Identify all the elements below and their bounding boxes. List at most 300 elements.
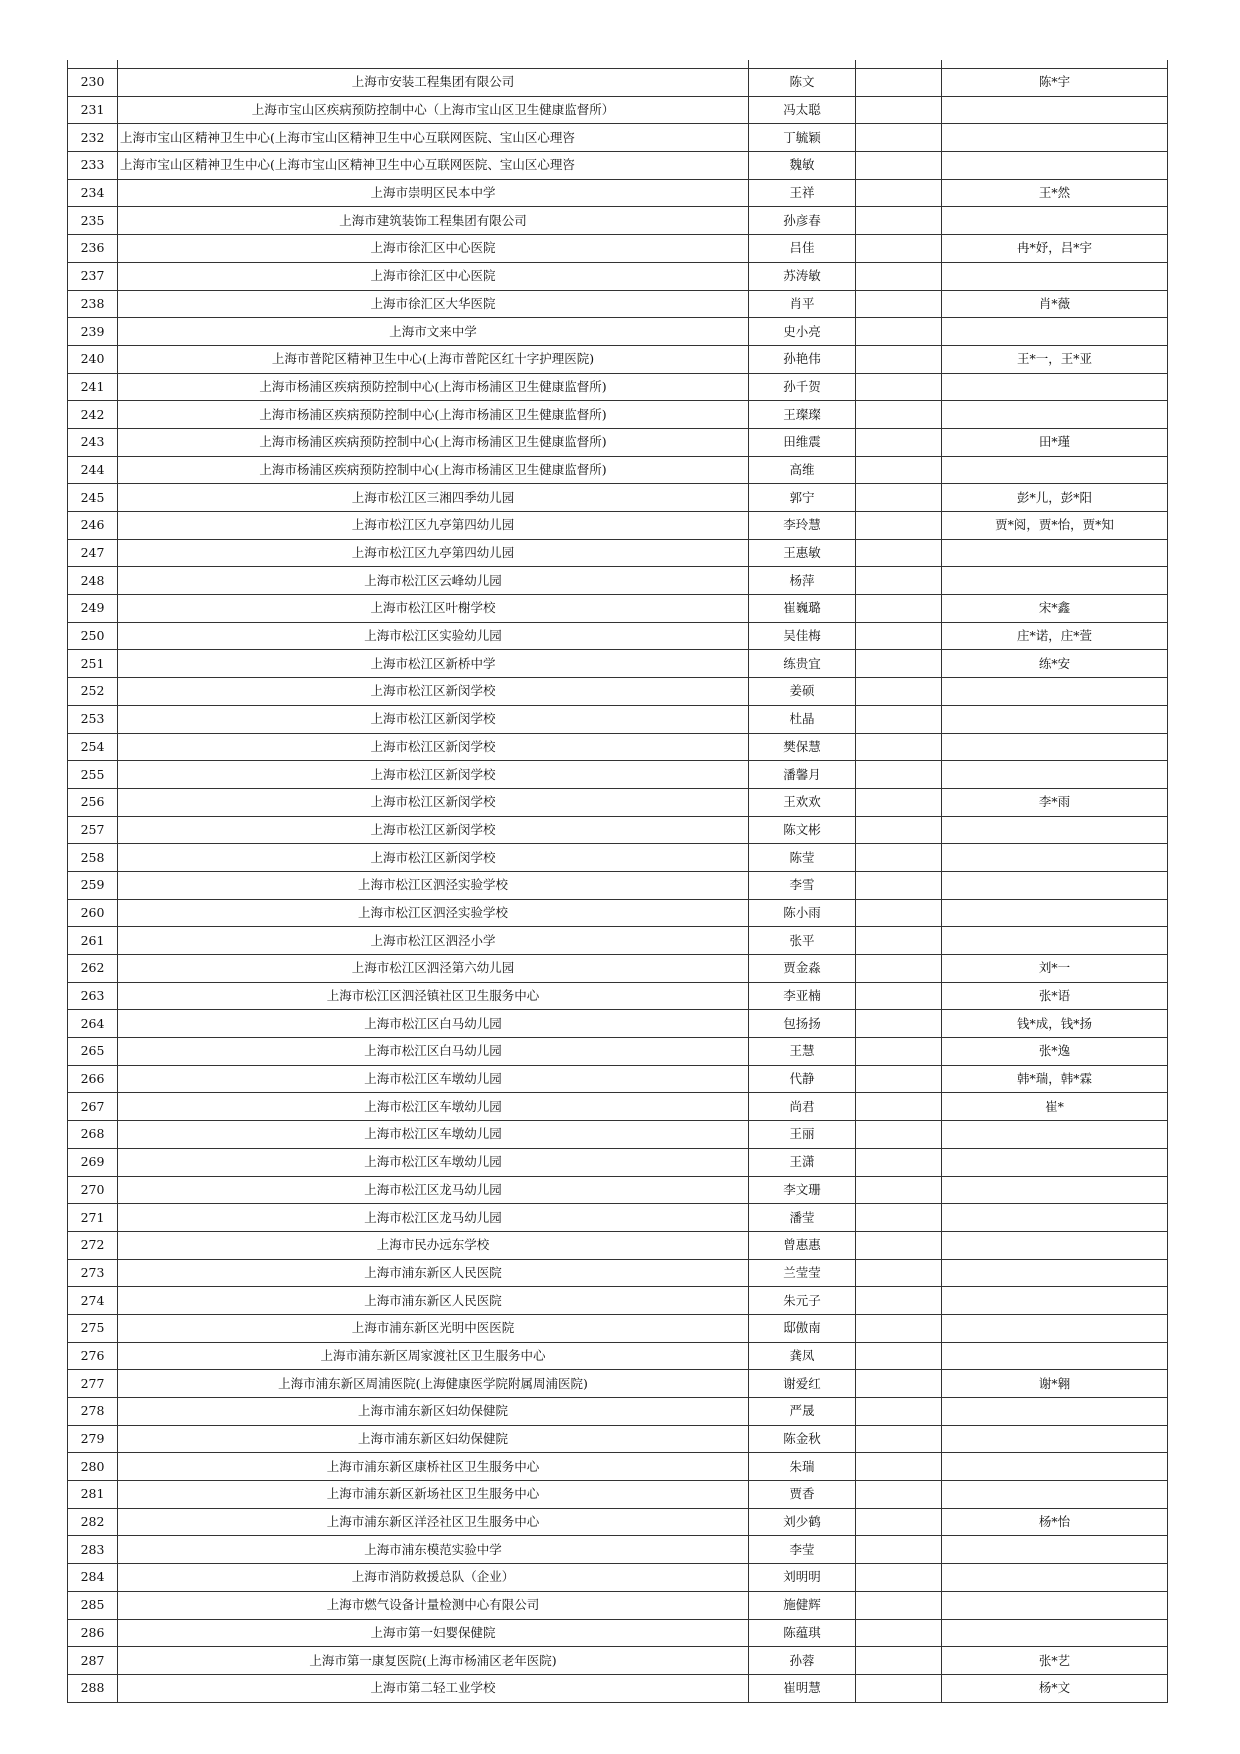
blank-cell <box>856 345 942 373</box>
organization-cell: 上海市松江区实验幼儿园 <box>118 622 749 650</box>
table-row <box>68 1176 1168 1204</box>
children-names-cell: 张*艺 <box>942 1647 1168 1675</box>
table-top-stub <box>68 60 1168 69</box>
roster-body <box>68 60 1168 1702</box>
children-names-cell: 张*语 <box>942 982 1168 1010</box>
employee-name-cell: 苏涛敏 <box>749 262 856 290</box>
table-row <box>68 1038 1168 1066</box>
employee-name-cell: 杨萍 <box>749 567 856 595</box>
children-names-cell <box>942 1342 1168 1370</box>
table-row <box>68 512 1168 540</box>
organization-cell: 上海市第二轻工业学校 <box>118 1674 749 1702</box>
children-names-cell <box>942 871 1168 899</box>
organization-cell: 上海市宝山区精神卫生中心(上海市宝山区精神卫生中心互联网医院、宝山区心理咨 <box>118 152 749 180</box>
children-names-cell <box>942 539 1168 567</box>
blank-cell <box>856 96 942 124</box>
organization-cell: 上海市浦东新区妇幼保健院 <box>118 1398 749 1426</box>
children-names-cell <box>942 1481 1168 1509</box>
blank-cell <box>856 955 942 983</box>
organization-cell: 上海市浦东新区光明中医医院 <box>118 1314 749 1342</box>
organization-cell: 上海市杨浦区疾病预防控制中心(上海市杨浦区卫生健康监督所) <box>118 401 749 429</box>
row-number-cell: 262 <box>68 955 118 983</box>
children-names-cell: 贾*阅，贾*怡，贾*知 <box>942 512 1168 540</box>
row-number-cell: 282 <box>68 1508 118 1536</box>
blank-cell <box>856 871 942 899</box>
blank-cell <box>856 69 942 97</box>
organization-cell: 上海市徐汇区中心医院 <box>118 235 749 263</box>
children-names-cell: 杨*怡 <box>942 1508 1168 1536</box>
blank-cell <box>856 456 942 484</box>
table-row <box>68 207 1168 235</box>
children-names-cell <box>942 262 1168 290</box>
blank-cell <box>856 1259 942 1287</box>
table-row <box>68 871 1168 899</box>
table-row <box>68 1647 1168 1675</box>
row-number-cell: 288 <box>68 1674 118 1702</box>
blank-cell <box>856 207 942 235</box>
children-names-cell: 田*瑾 <box>942 428 1168 456</box>
children-names-cell <box>942 927 1168 955</box>
row-number-cell: 266 <box>68 1065 118 1093</box>
children-names-cell <box>942 1425 1168 1453</box>
organization-cell: 上海市宝山区疾病预防控制中心（上海市宝山区卫生健康监督所） <box>118 96 749 124</box>
blank-cell <box>856 622 942 650</box>
row-number-cell: 263 <box>68 982 118 1010</box>
organization-cell: 上海市松江区泗泾镇社区卫生服务中心 <box>118 982 749 1010</box>
children-names-cell <box>942 816 1168 844</box>
organization-cell: 上海市第一妇婴保健院 <box>118 1619 749 1647</box>
children-names-cell: 庄*诺，庄*萱 <box>942 622 1168 650</box>
row-number-cell: 279 <box>68 1425 118 1453</box>
children-names-cell <box>942 705 1168 733</box>
blank-cell <box>856 235 942 263</box>
employee-name-cell: 杜晶 <box>749 705 856 733</box>
children-names-cell: 陈*宇 <box>942 69 1168 97</box>
children-names-cell <box>942 899 1168 927</box>
table-row <box>68 1591 1168 1619</box>
organization-cell: 上海市松江区新闵学校 <box>118 705 749 733</box>
children-names-cell <box>942 318 1168 346</box>
table-row <box>68 1204 1168 1232</box>
children-names-cell: 王*然 <box>942 179 1168 207</box>
employee-name-cell: 陈文彬 <box>749 816 856 844</box>
table-row <box>68 705 1168 733</box>
table-row <box>68 927 1168 955</box>
organization-cell: 上海市浦东新区妇幼保健院 <box>118 1425 749 1453</box>
table-row <box>68 1259 1168 1287</box>
row-number-cell: 275 <box>68 1314 118 1342</box>
organization-cell: 上海市杨浦区疾病预防控制中心(上海市杨浦区卫生健康监督所) <box>118 428 749 456</box>
children-names-cell <box>942 1619 1168 1647</box>
employee-name-cell: 王祥 <box>749 179 856 207</box>
roster-sheet <box>67 60 1167 1703</box>
organization-cell: 上海市文来中学 <box>118 318 749 346</box>
blank-cell <box>856 1536 942 1564</box>
table-row <box>68 1010 1168 1038</box>
children-names-cell: 王*一，王*亚 <box>942 345 1168 373</box>
employee-name-cell: 李雪 <box>749 871 856 899</box>
organization-cell: 上海市杨浦区疾病预防控制中心(上海市杨浦区卫生健康监督所) <box>118 456 749 484</box>
blank-cell <box>856 595 942 623</box>
organization-cell: 上海市浦东新区洋泾社区卫生服务中心 <box>118 1508 749 1536</box>
children-names-cell <box>942 1591 1168 1619</box>
blank-cell <box>856 401 942 429</box>
table-row <box>68 69 1168 97</box>
employee-name-cell: 冯太聪 <box>749 96 856 124</box>
blank-cell <box>856 318 942 346</box>
table-row <box>68 262 1168 290</box>
table-row <box>68 456 1168 484</box>
row-number-cell: 241 <box>68 373 118 401</box>
blank-cell <box>856 539 942 567</box>
row-number-cell: 280 <box>68 1453 118 1481</box>
row-number-cell: 238 <box>68 290 118 318</box>
children-names-cell: 崔* <box>942 1093 1168 1121</box>
blank-cell <box>856 761 942 789</box>
children-names-cell <box>942 567 1168 595</box>
employee-name-cell: 包扬扬 <box>749 1010 856 1038</box>
table-row <box>68 401 1168 429</box>
employee-name-cell: 张平 <box>749 927 856 955</box>
table-row <box>68 539 1168 567</box>
employee-name-cell: 王璨璨 <box>749 401 856 429</box>
row-number-cell: 261 <box>68 927 118 955</box>
blank-cell <box>856 927 942 955</box>
organization-cell: 上海市浦东新区人民医院 <box>118 1259 749 1287</box>
table-row <box>68 1314 1168 1342</box>
employee-name-cell: 孙千贺 <box>749 373 856 401</box>
blank-cell <box>856 733 942 761</box>
children-names-cell <box>942 1287 1168 1315</box>
organization-cell: 上海市松江区泗泾实验学校 <box>118 871 749 899</box>
table-row <box>68 96 1168 124</box>
table-row <box>68 235 1168 263</box>
table-row <box>68 1093 1168 1121</box>
blank-cell <box>856 124 942 152</box>
organization-cell: 上海市建筑装饰工程集团有限公司 <box>118 207 749 235</box>
organization-cell: 上海市浦东新区周家渡社区卫生服务中心 <box>118 1342 749 1370</box>
children-names-cell <box>942 401 1168 429</box>
row-number-cell: 231 <box>68 96 118 124</box>
row-number-cell: 251 <box>68 650 118 678</box>
children-names-cell <box>942 1121 1168 1149</box>
organization-cell: 上海市浦东新区人民医院 <box>118 1287 749 1315</box>
children-names-cell <box>942 733 1168 761</box>
row-number-cell: 258 <box>68 844 118 872</box>
row-number-cell: 239 <box>68 318 118 346</box>
organization-cell: 上海市松江区新闵学校 <box>118 761 749 789</box>
table-row <box>68 1342 1168 1370</box>
row-number-cell: 265 <box>68 1038 118 1066</box>
employee-name-cell: 谢爱红 <box>749 1370 856 1398</box>
organization-cell: 上海市松江区三湘四季幼儿园 <box>118 484 749 512</box>
row-number-cell: 271 <box>68 1204 118 1232</box>
row-number-cell: 260 <box>68 899 118 927</box>
row-number-cell: 248 <box>68 567 118 595</box>
row-number-cell: 281 <box>68 1481 118 1509</box>
blank-cell <box>856 567 942 595</box>
table-row <box>68 345 1168 373</box>
table-row <box>68 1508 1168 1536</box>
blank-cell <box>856 1425 942 1453</box>
blank-cell <box>856 1398 942 1426</box>
row-number-cell: 268 <box>68 1121 118 1149</box>
children-names-cell <box>942 844 1168 872</box>
table-row <box>68 1231 1168 1259</box>
children-names-cell: 谢*翱 <box>942 1370 1168 1398</box>
table-row <box>68 1148 1168 1176</box>
employee-name-cell: 郭宁 <box>749 484 856 512</box>
children-names-cell <box>942 373 1168 401</box>
table-row <box>68 788 1168 816</box>
table-row <box>68 816 1168 844</box>
table-row <box>68 1370 1168 1398</box>
organization-cell: 上海市松江区九亭第四幼儿园 <box>118 539 749 567</box>
table-row <box>68 844 1168 872</box>
employee-name-cell: 尚君 <box>749 1093 856 1121</box>
organization-cell: 上海市安装工程集团有限公司 <box>118 69 749 97</box>
row-number-cell: 287 <box>68 1647 118 1675</box>
table-row <box>68 567 1168 595</box>
employee-name-cell: 崔明慧 <box>749 1674 856 1702</box>
employee-name-cell: 朱瑞 <box>749 1453 856 1481</box>
row-number-cell: 234 <box>68 179 118 207</box>
row-number-cell: 269 <box>68 1148 118 1176</box>
children-names-cell <box>942 1204 1168 1232</box>
children-names-cell: 冉*妤，吕*宇 <box>942 235 1168 263</box>
organization-cell: 上海市徐汇区大华医院 <box>118 290 749 318</box>
employee-name-cell: 潘莹 <box>749 1204 856 1232</box>
table-row <box>68 1425 1168 1453</box>
employee-name-cell: 孙艳伟 <box>749 345 856 373</box>
blank-cell <box>856 152 942 180</box>
employee-name-cell: 刘少鹤 <box>749 1508 856 1536</box>
organization-cell: 上海市松江区云峰幼儿园 <box>118 567 749 595</box>
row-number-cell: 255 <box>68 761 118 789</box>
blank-cell <box>856 816 942 844</box>
organization-cell: 上海市松江区车墩幼儿园 <box>118 1148 749 1176</box>
organization-cell: 上海市松江区新闵学校 <box>118 733 749 761</box>
organization-cell: 上海市松江区泗泾第六幼儿园 <box>118 955 749 983</box>
children-names-cell: 彭*儿，彭*阳 <box>942 484 1168 512</box>
blank-cell <box>856 1010 942 1038</box>
table-row <box>68 179 1168 207</box>
children-names-cell <box>942 1398 1168 1426</box>
table-row <box>68 622 1168 650</box>
blank-cell <box>856 1065 942 1093</box>
blank-cell <box>856 1231 942 1259</box>
blank-cell <box>856 1370 942 1398</box>
row-number-cell: 240 <box>68 345 118 373</box>
blank-cell <box>856 290 942 318</box>
organization-cell: 上海市松江区泗泾实验学校 <box>118 899 749 927</box>
blank-cell <box>856 1453 942 1481</box>
employee-name-cell: 王潇 <box>749 1148 856 1176</box>
organization-cell: 上海市松江区龙马幼儿园 <box>118 1204 749 1232</box>
employee-name-cell: 姜硕 <box>749 678 856 706</box>
row-number-cell: 252 <box>68 678 118 706</box>
employee-name-cell: 王惠敏 <box>749 539 856 567</box>
children-names-cell <box>942 1259 1168 1287</box>
organization-cell: 上海市杨浦区疾病预防控制中心(上海市杨浦区卫生健康监督所) <box>118 373 749 401</box>
children-names-cell <box>942 1148 1168 1176</box>
table-row <box>68 1619 1168 1647</box>
children-names-cell <box>942 1231 1168 1259</box>
organization-cell: 上海市浦东新区康桥社区卫生服务中心 <box>118 1453 749 1481</box>
row-number-cell: 243 <box>68 428 118 456</box>
row-number-cell: 264 <box>68 1010 118 1038</box>
employee-name-cell: 王欢欢 <box>749 788 856 816</box>
employee-name-cell: 陈文 <box>749 69 856 97</box>
table-row <box>68 1674 1168 1702</box>
blank-cell <box>856 1619 942 1647</box>
row-number-cell: 257 <box>68 816 118 844</box>
employee-name-cell: 崔巍璐 <box>749 595 856 623</box>
blank-cell <box>856 1314 942 1342</box>
employee-name-cell: 贾香 <box>749 1481 856 1509</box>
table-row <box>68 955 1168 983</box>
employee-name-cell: 陈莹 <box>749 844 856 872</box>
employee-name-cell: 陈金秋 <box>749 1425 856 1453</box>
organization-cell: 上海市松江区叶榭学校 <box>118 595 749 623</box>
blank-cell <box>856 1204 942 1232</box>
row-number-cell: 254 <box>68 733 118 761</box>
blank-cell <box>856 982 942 1010</box>
employee-name-cell: 李文珊 <box>749 1176 856 1204</box>
row-number-cell: 273 <box>68 1259 118 1287</box>
blank-cell <box>856 1148 942 1176</box>
blank-cell <box>856 1287 942 1315</box>
employee-name-cell: 樊保慧 <box>749 733 856 761</box>
table-row <box>68 1481 1168 1509</box>
organization-cell: 上海市浦东新区周浦医院(上海健康医学院附属周浦医院) <box>118 1370 749 1398</box>
employee-name-cell: 李莹 <box>749 1536 856 1564</box>
row-number-cell: 253 <box>68 705 118 733</box>
row-number-cell: 283 <box>68 1536 118 1564</box>
row-number-cell: 249 <box>68 595 118 623</box>
blank-cell <box>856 678 942 706</box>
table-row <box>68 152 1168 180</box>
row-number-cell: 284 <box>68 1564 118 1592</box>
blank-cell <box>856 1176 942 1204</box>
blank-cell <box>856 484 942 512</box>
organization-cell: 上海市松江区泗泾小学 <box>118 927 749 955</box>
blank-cell <box>856 788 942 816</box>
children-names-cell <box>942 1564 1168 1592</box>
blank-cell <box>856 1674 942 1702</box>
employee-name-cell: 吕佳 <box>749 235 856 263</box>
employee-name-cell: 王慧 <box>749 1038 856 1066</box>
organization-cell: 上海市普陀区精神卫生中心(上海市普陀区红十字护理医院) <box>118 345 749 373</box>
blank-cell <box>856 179 942 207</box>
children-names-cell <box>942 96 1168 124</box>
children-names-cell <box>942 456 1168 484</box>
table-row <box>68 650 1168 678</box>
organization-cell: 上海市松江区新闵学校 <box>118 816 749 844</box>
blank-cell <box>856 1591 942 1619</box>
organization-cell: 上海市松江区新闵学校 <box>118 678 749 706</box>
table-row <box>68 484 1168 512</box>
children-names-cell: 韩*瑞，韩*霖 <box>942 1065 1168 1093</box>
row-number-cell: 233 <box>68 152 118 180</box>
blank-cell <box>856 1121 942 1149</box>
table-row <box>68 124 1168 152</box>
row-number-cell: 278 <box>68 1398 118 1426</box>
employee-name-cell: 李亚楠 <box>749 982 856 1010</box>
organization-cell: 上海市松江区龙马幼儿园 <box>118 1176 749 1204</box>
organization-cell: 上海市徐汇区中心医院 <box>118 262 749 290</box>
organization-cell: 上海市松江区新闵学校 <box>118 844 749 872</box>
employee-name-cell: 孙彦春 <box>749 207 856 235</box>
table-row <box>68 1564 1168 1592</box>
employee-name-cell: 魏敏 <box>749 152 856 180</box>
organization-cell: 上海市松江区白马幼儿园 <box>118 1010 749 1038</box>
children-names-cell: 刘*一 <box>942 955 1168 983</box>
row-number-cell: 245 <box>68 484 118 512</box>
row-number-cell: 259 <box>68 871 118 899</box>
blank-cell <box>856 1508 942 1536</box>
children-names-cell: 肖*薇 <box>942 290 1168 318</box>
employee-name-cell: 吴佳梅 <box>749 622 856 650</box>
organization-cell: 上海市民办远东学校 <box>118 1231 749 1259</box>
row-number-cell: 256 <box>68 788 118 816</box>
row-number-cell: 274 <box>68 1287 118 1315</box>
employee-name-cell: 曾惠惠 <box>749 1231 856 1259</box>
table-row <box>68 733 1168 761</box>
blank-cell <box>856 1481 942 1509</box>
row-number-cell: 277 <box>68 1370 118 1398</box>
children-names-cell <box>942 207 1168 235</box>
row-number-cell: 236 <box>68 235 118 263</box>
row-number-cell: 250 <box>68 622 118 650</box>
employee-name-cell: 刘明明 <box>749 1564 856 1592</box>
table-row <box>68 982 1168 1010</box>
children-names-cell <box>942 678 1168 706</box>
blank-cell <box>856 262 942 290</box>
row-number-cell: 242 <box>68 401 118 429</box>
employee-name-cell: 田维震 <box>749 428 856 456</box>
blank-cell <box>856 1093 942 1121</box>
table-row <box>68 428 1168 456</box>
blank-cell <box>856 1342 942 1370</box>
children-names-cell: 杨*文 <box>942 1674 1168 1702</box>
row-number-cell: 235 <box>68 207 118 235</box>
employee-name-cell: 严晟 <box>749 1398 856 1426</box>
employee-name-cell: 丁毓颖 <box>749 124 856 152</box>
employee-name-cell: 陈小雨 <box>749 899 856 927</box>
table-row <box>68 1453 1168 1481</box>
children-names-cell <box>942 1176 1168 1204</box>
table-row <box>68 761 1168 789</box>
blank-cell <box>856 428 942 456</box>
row-number-cell: 232 <box>68 124 118 152</box>
table-row <box>68 678 1168 706</box>
blank-cell <box>856 899 942 927</box>
table-row <box>68 1287 1168 1315</box>
row-number-cell: 244 <box>68 456 118 484</box>
table-row <box>68 1398 1168 1426</box>
employee-name-cell: 练贵宜 <box>749 650 856 678</box>
employee-name-cell: 贾金淼 <box>749 955 856 983</box>
table-row <box>68 318 1168 346</box>
row-number-cell: 247 <box>68 539 118 567</box>
children-names-cell: 张*逸 <box>942 1038 1168 1066</box>
blank-cell <box>856 512 942 540</box>
row-number-cell: 272 <box>68 1231 118 1259</box>
employee-name-cell: 陈蕴琪 <box>749 1619 856 1647</box>
row-number-cell: 270 <box>68 1176 118 1204</box>
children-names-cell <box>942 761 1168 789</box>
